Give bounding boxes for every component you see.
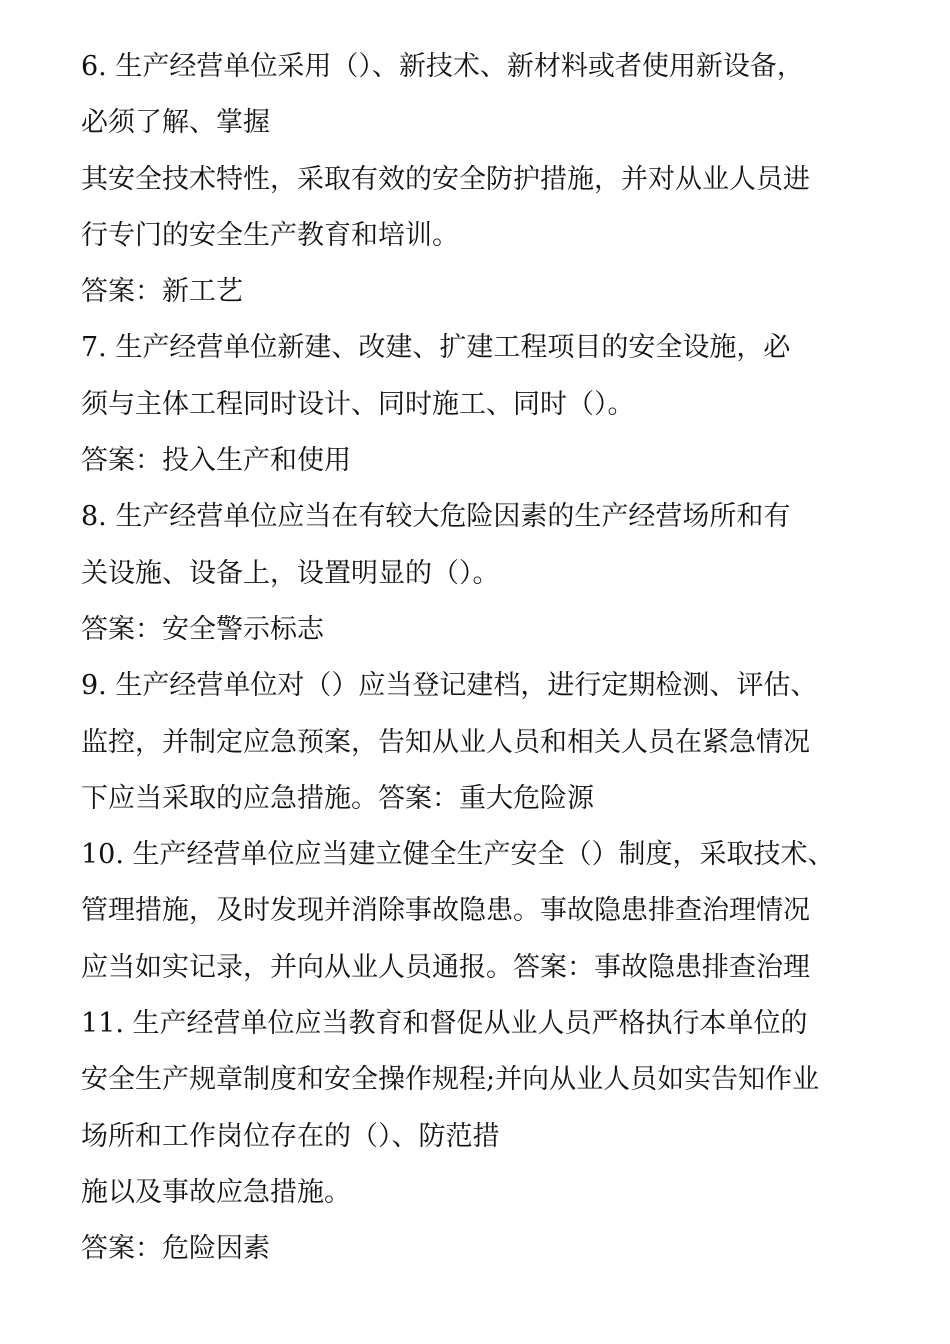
text-line: 9. 生产经营单位对（）应当登记建档，进行定期检测、评估、 bbox=[81, 670, 818, 701]
text-line: 11. 生产经营单位应当教育和督促从业人员严格执行本单位的 bbox=[81, 1008, 808, 1039]
text-line: 必须了解、掌握 bbox=[81, 107, 270, 138]
text-line: 其安全技术特性，采取有效的安全防护措施，并对从业人员进 bbox=[81, 164, 810, 195]
text-line: 10. 生产经营单位应当建立健全生产安全（）制度，采取技术、 bbox=[81, 839, 835, 870]
text-line: 管理措施，及时发现并消除事故隐患。事故隐患排查治理情况 bbox=[81, 895, 810, 926]
text-line: 安全生产规章制度和安全操作规程;并向从业人员如实告知作业 bbox=[81, 1064, 820, 1095]
text-line: 场所和工作岗位存在的（）、防范措 bbox=[81, 1121, 500, 1152]
answer-line: 答案：投入生产和使用 bbox=[81, 445, 351, 476]
answer-line: 答案：新工艺 bbox=[81, 276, 243, 307]
text-line: 须与主体工程同时设计、同时施工、同时（）。 bbox=[81, 389, 635, 420]
text-line: 7. 生产经营单位新建、改建、扩建工程项目的安全设施，必 bbox=[81, 332, 791, 363]
text-line: 关设施、设备上，设置明显的（）。 bbox=[81, 558, 500, 589]
text-line: 8. 生产经营单位应当在有较大危险因素的生产经营场所和有 bbox=[81, 501, 791, 532]
text-line: 6. 生产经营单位采用（）、新技术、新材料或者使用新设备， bbox=[81, 51, 804, 82]
text-line: 应当如实记录，并向从业人员通报。答案：事故隐患排查治理 bbox=[81, 952, 810, 983]
text-line: 行专门的安全生产教育和培训。 bbox=[81, 220, 459, 251]
text-line: 下应当采取的应急措施。答案：重大危险源 bbox=[81, 783, 594, 814]
text-line: 施以及事故应急措施。 bbox=[81, 1177, 351, 1208]
answer-line: 答案：安全警示标志 bbox=[81, 614, 324, 645]
text-line: 监控，并制定应急预案，告知从业人员和相关人员在紧急情况 bbox=[81, 727, 810, 758]
answer-line: 答案：危险因素 bbox=[81, 1233, 270, 1264]
